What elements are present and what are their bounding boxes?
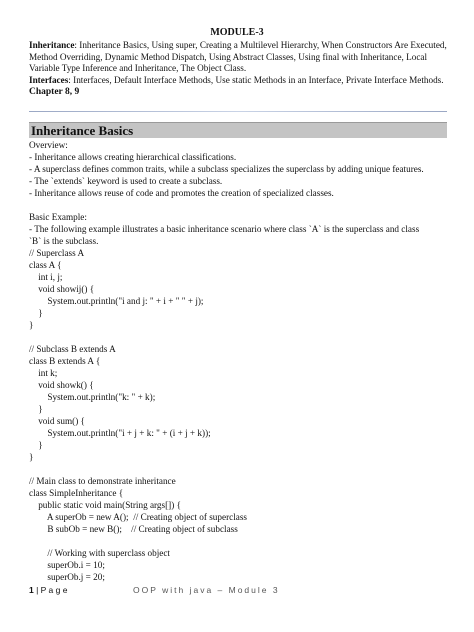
footer-course-title: OOP with java – Module 3 — [133, 585, 280, 595]
body-line: `B` is the subclass. — [29, 236, 99, 246]
body-line: - Inheritance allows reuse of code and promotes the creation of specialized classes. — [29, 188, 334, 198]
body-line: - The `extends` keyword is used to create a subclass. — [29, 176, 223, 186]
page-number: 1 — [29, 585, 34, 595]
inheritance-topics-text: : Inheritance Basics, Using super, Creating a Multilevel Hierarchy, When Constructors Are Executed, Method Overriding, Dynamic Method Dispatch, Using Abstract Classes, Using final with Inheritance, Local Variable Type Inference and Inheritance, The Object Class. — [29, 40, 447, 74]
body-line: class SimpleInheritance { — [29, 488, 124, 498]
body-line: } — [29, 320, 34, 330]
body-line: int i, j; — [29, 272, 63, 282]
body-line: - Inheritance allows creating hierarchical classifications. — [29, 152, 237, 162]
body-line: B subOb = new B(); // Creating object of subclass — [29, 524, 238, 534]
section-title: Inheritance Basics — [31, 123, 134, 138]
page-label: | P a g e — [36, 585, 68, 595]
body-line: } — [29, 404, 43, 414]
inheritance-topics — [29, 40, 449, 75]
body-line: System.out.println("k: " + k); — [29, 392, 156, 402]
inheritance-label: Inheritance — [29, 40, 75, 50]
body-line: int k; — [29, 368, 58, 378]
module-header — [29, 40, 449, 99]
body-line: } — [29, 440, 43, 450]
header-divider — [29, 111, 447, 112]
body-line: } — [29, 308, 43, 318]
body-line: - A superclass defines common traits, while a subclass specializes the superclass by adding unique features. — [29, 164, 424, 174]
body-line: Overview: — [29, 140, 68, 150]
body-line: void showij() { — [29, 284, 95, 294]
body-line: A superOb = new A(); // Creating object of superclass — [29, 512, 247, 522]
body-line: // Subclass B extends A — [29, 344, 116, 354]
page-footer — [29, 584, 447, 596]
module-title: MODULE-3 — [210, 27, 264, 38]
interfaces-topics-text: : Interfaces, Default Interface Methods, Use static Methods in an Interface, Private Interface Methods. — [68, 74, 444, 85]
body-line: superOb.i = 10; — [29, 560, 105, 570]
body-line: // Superclass A — [29, 248, 85, 258]
body-line: System.out.println("i + j + k: " + (i + j + k)); — [29, 428, 211, 438]
section-heading-bar — [29, 122, 447, 138]
body-line: public static void main(String args[]) { — [29, 500, 181, 510]
body-line: void sum() { — [29, 416, 85, 426]
body-line: class A { — [29, 260, 62, 270]
body-line: class B extends A { — [29, 356, 101, 366]
body-line: // Main class to demonstrate inheritance — [29, 476, 176, 486]
body-line: System.out.println("i and j: " + i + " " + j); — [29, 296, 204, 306]
body-line: void showk() { — [29, 380, 94, 390]
body-line: superOb.j = 20; — [29, 572, 105, 582]
body-line: - The following example illustrates a basic inheritance scenario where class `A` is the superclass and class — [29, 224, 420, 234]
interfaces-label: Interfaces — [29, 74, 69, 85]
chapter-reference: Chapter 8, 9 — [29, 87, 80, 98]
body-line: // Working with superclass object — [29, 548, 170, 558]
body-line: } — [29, 452, 34, 462]
body-line: Basic Example: — [29, 212, 87, 222]
page-number-group — [29, 584, 67, 596]
interfaces-topics — [29, 75, 449, 87]
